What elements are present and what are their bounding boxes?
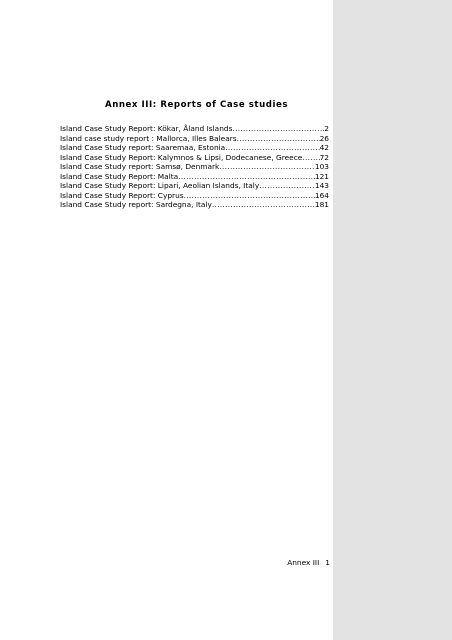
toc-entry-page: 2 (324, 124, 329, 133)
toc-entry-title: Island Case Study Report: Malta (60, 171, 179, 181)
toc-entry[interactable] (60, 200, 329, 210)
toc-entry[interactable] (60, 162, 329, 172)
toc-entry-page: 42 (319, 143, 329, 152)
toc-entry-page: 164 (314, 190, 329, 200)
toc-dot-leader (259, 181, 315, 191)
toc-entry[interactable] (60, 191, 329, 201)
toc-entry-title: Island Case Study Report: Lipari, Aeolian Islands, Italy (60, 181, 260, 190)
footer-label: Annex III (287, 558, 320, 567)
toc-entry[interactable] (60, 181, 329, 191)
toc-entry-title: Island Case Study report: Samsø, Denmark (60, 162, 220, 171)
toc-dot-leader (178, 172, 315, 182)
footer-page-number: 1 (325, 558, 330, 567)
toc-dot-leader (184, 191, 315, 201)
toc-entry-page: 121 (314, 171, 329, 181)
toc-entry-title: Island Case Study Report: Cyprus (60, 190, 184, 200)
toc-entry[interactable] (60, 143, 329, 153)
toc-entry-title: Island case study report : Mallorca, Illes Balears (60, 133, 237, 143)
toc-entry-title: Island Case Study report: Saaremaa, Estonia (60, 143, 226, 152)
comment-pane (333, 0, 452, 640)
toc-entry-title: Island Case Study Report: Kalymnos & Lipsi, Dodecanese, Greece (60, 152, 303, 162)
toc-entry-title: Island Case Study Report: Kökar, Åland Islands (60, 124, 233, 133)
toc-dot-leader (302, 153, 319, 163)
toc-entry[interactable] (60, 153, 329, 163)
annex-heading: Annex III: Reports of Case studies (105, 100, 288, 110)
toc-dot-leader (232, 124, 324, 134)
toc-dot-leader (212, 200, 315, 210)
toc-dot-leader (225, 143, 319, 153)
toc-entry-title: Island Case Study report: Sardegna, Italy (60, 200, 212, 209)
toc-dot-leader (237, 134, 320, 144)
toc-entry[interactable] (60, 134, 329, 144)
toc-entry-page: 72 (319, 152, 329, 162)
toc-entry-page: 26 (319, 133, 329, 143)
toc-entry[interactable] (60, 124, 329, 134)
table-of-contents (60, 124, 329, 210)
toc-entry-page: 181 (314, 200, 329, 209)
toc-dot-leader (219, 162, 315, 172)
page-footer (250, 558, 330, 567)
toc-entry-page: 143 (314, 181, 329, 190)
toc-entry-page: 103 (314, 162, 329, 171)
toc-entry[interactable] (60, 172, 329, 182)
